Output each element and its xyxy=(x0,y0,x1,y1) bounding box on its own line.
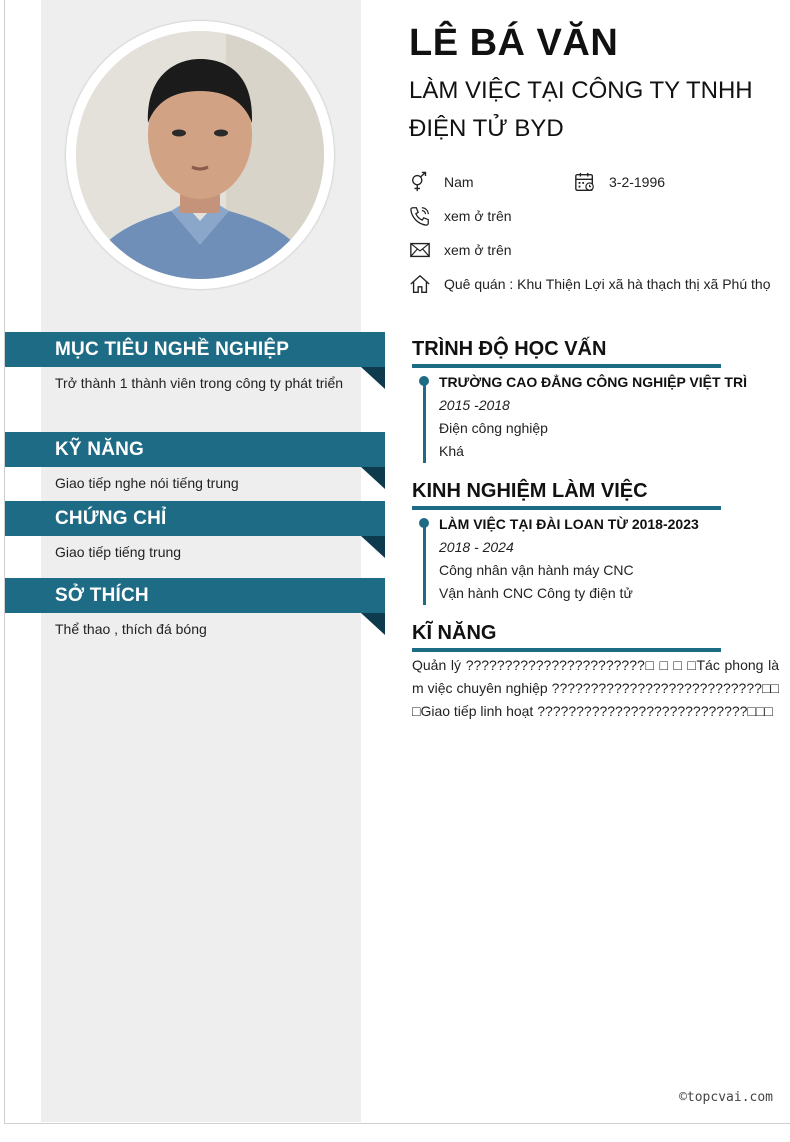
gender-value: Nam xyxy=(444,174,474,190)
experience-description: Vận hành CNC Công ty điện tử xyxy=(439,585,633,601)
watermark: ©topcvai.com xyxy=(679,1090,773,1105)
education-grade: Khá xyxy=(439,443,464,459)
timeline-dot xyxy=(419,518,429,528)
timeline-line xyxy=(423,525,426,605)
certificates-header xyxy=(5,501,385,536)
avatar xyxy=(76,31,324,279)
email-row xyxy=(409,238,709,262)
birthday-row xyxy=(574,170,724,194)
experience-title: KINH NGHIỆM LÀM VIỆC xyxy=(412,478,721,510)
ribbon-fold xyxy=(361,613,385,635)
birthday-value: 3-2-1996 xyxy=(609,174,666,190)
timeline-line xyxy=(423,383,426,463)
ribbon-fold xyxy=(361,536,385,558)
phone-value: xem ở trên xyxy=(444,208,512,224)
cv-page xyxy=(4,0,790,1124)
candidate-name: LÊ BÁ VĂN xyxy=(409,22,619,64)
objective-title: MỤC TIÊU NGHỀ NGHIỆP xyxy=(55,339,290,360)
education-title: TRÌNH ĐỘ HỌC VẤN xyxy=(412,336,721,368)
education-timeline xyxy=(419,371,779,466)
skills-text: Giao tiếp nghe nói tiếng trung xyxy=(55,475,239,491)
objective-header xyxy=(5,332,385,367)
candidate-headline: LÀM VIỆC TẠI CÔNG TY TNHH ĐIỆN TỬ BYD xyxy=(409,77,753,142)
education-period: 2015 -2018 xyxy=(439,397,510,413)
address-value: Quê quán : Khu Thiện Lợi xã hà thạch thị xã Phú thọ xyxy=(444,276,771,292)
timeline-dot xyxy=(419,376,429,386)
experience-timeline xyxy=(419,513,779,608)
skills-title: KỸ NĂNG xyxy=(55,439,145,460)
experience-role: Công nhân vận hành máy CNC xyxy=(439,562,634,578)
experience-company: LÀM VIỆC TẠI ĐÀI LOAN TỪ 2018-2023 xyxy=(439,516,699,532)
hobbies-title: SỞ THÍCH xyxy=(55,585,149,606)
phone-row xyxy=(409,204,709,228)
education-major: Điện công nghiệp xyxy=(439,420,548,436)
address-row xyxy=(409,272,779,296)
envelope-icon xyxy=(409,239,431,261)
ribbon-fold xyxy=(361,467,385,489)
hobbies-header xyxy=(5,578,385,613)
phone-icon xyxy=(409,205,431,227)
home-icon xyxy=(409,273,431,295)
skills-main-text: Quản lý ???????????????????????□ □ □ □Tác phong làm việc chuyên nghiệp ???????????????????????????□□□Giao tiếp linh hoạt ???????????????????????????□□□ xyxy=(412,657,779,719)
gender-icon xyxy=(409,171,431,193)
hobbies-text: Thể thao , thích đá bóng xyxy=(55,621,207,637)
certificates-title: CHỨNG CHỈ xyxy=(55,508,167,529)
email-value: xem ở trên xyxy=(444,242,512,258)
avatar-frame xyxy=(66,21,334,289)
objective-text: Trở thành 1 thành viên trong công ty phát triển xyxy=(55,375,344,391)
education-school: TRƯỜNG CAO ĐẲNG CÔNG NGHIỆP VIỆT TRÌ xyxy=(439,374,747,390)
skills-main-title: KĨ NĂNG xyxy=(412,620,721,652)
skills-header xyxy=(5,432,385,467)
ribbon-fold xyxy=(361,367,385,389)
calendar-icon xyxy=(574,171,596,193)
certificates-text: Giao tiếp tiếng trung xyxy=(55,544,182,560)
experience-period: 2018 - 2024 xyxy=(439,539,514,555)
gender-row xyxy=(409,170,559,194)
